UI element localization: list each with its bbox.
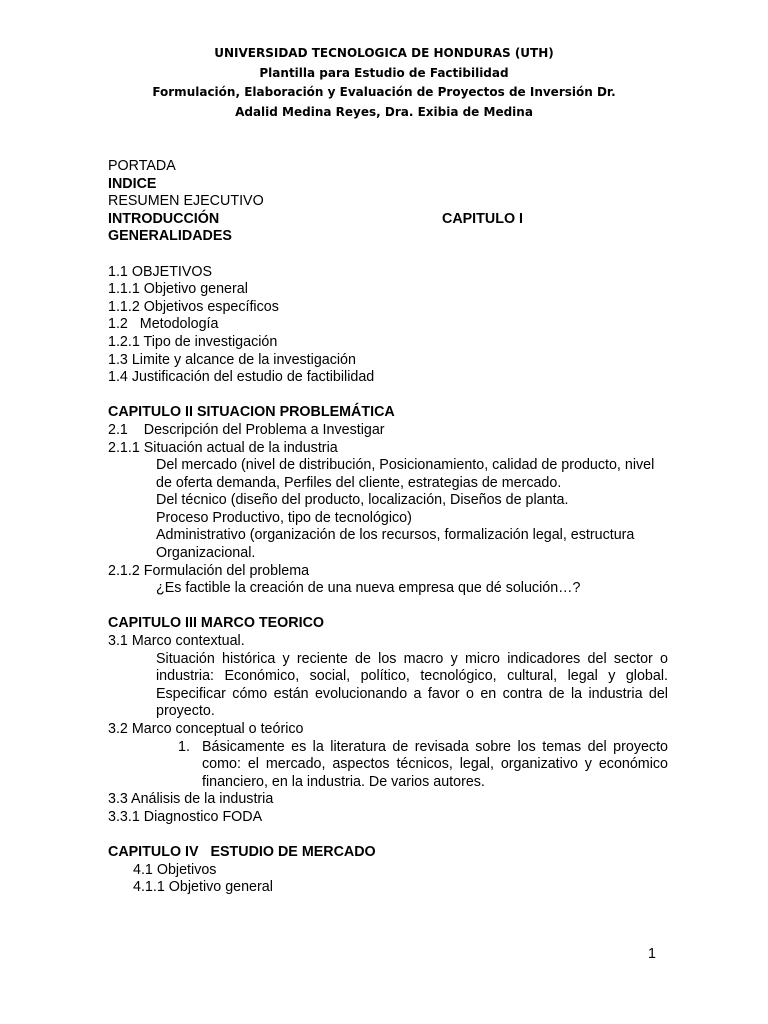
- page-number: 1: [648, 946, 656, 962]
- outline-item: 1.4 Justificación del estudio de factibilidad: [108, 369, 375, 386]
- portada-heading: PORTADA: [108, 158, 176, 174]
- outline-item: 2.1.2 Formulación del problema: [108, 562, 310, 579]
- outline-item: 3.3 Análisis de la industria: [108, 791, 274, 808]
- numbered-list-item: [108, 739, 668, 792]
- tecnico-description: Del técnico (diseño del producto, localización, Diseños de planta.: [156, 492, 569, 509]
- document-header: [0, 44, 768, 122]
- capitulo-4-heading: CAPITULO IV ESTUDIO DE MERCADO: [108, 844, 376, 861]
- outline-item: 4.1 Objetivos: [133, 861, 217, 878]
- header-authors: Adalid Medina Reyes, Dra. Exibia de Medina: [235, 104, 533, 119]
- capitulo-1-heading: CAPITULO I: [442, 210, 524, 227]
- resumen-heading: RESUMEN EJECUTIVO: [108, 193, 264, 210]
- problem-question: ¿Es factible la creación de una nueva empresa que dé solución…?: [156, 580, 581, 597]
- outline-item: 4.1.1 Objetivo general: [133, 879, 273, 896]
- outline-item: 3.2 Marco conceptual o teórico: [108, 721, 304, 737]
- outline-item: 1.2 Metodología: [108, 316, 219, 333]
- outline-item: 1.2.1 Tipo de investigación: [108, 333, 278, 350]
- outline-item: 1.1.2 Objetivos específicos: [108, 298, 279, 315]
- document-body: [108, 158, 668, 897]
- outline-item: 3.1 Marco contextual.: [108, 633, 245, 650]
- header-university: UNIVERSIDAD TECNOLOGICA DE HONDURAS (UTH): [214, 46, 554, 60]
- contextual-description: Situación histórica y reciente de los macro y micro indicadores del sector o industria: Económico, social, político, tecnológico, cultural, legal y global. Especificar cómo están evolucionando a favor o en contra de la industria del proyecto.: [156, 650, 668, 720]
- introduccion-heading: INTRODUCCIÓN: [108, 210, 220, 227]
- capitulo-2-heading: CAPITULO II SITUACION PROBLEMÁTICA: [108, 404, 395, 421]
- indice-heading: INDICE: [108, 175, 157, 192]
- intro-row: [108, 211, 668, 229]
- outline-item: 3.3.1 Diagnostico FODA: [108, 808, 263, 825]
- outline-item: 1.1 OBJETIVOS: [108, 263, 213, 280]
- header-course: Formulación, Elaboración y Evaluación de Proyectos de Inversión Dr.: [152, 85, 616, 99]
- outline-item: 2.1 Descripción del Problema a Investigar: [108, 421, 385, 438]
- outline-item: 1.3 Limite y alcance de la investigación: [108, 351, 356, 368]
- administrativo-description: Administrativo (organización de los recursos, formalización legal, estructura Organizacional.: [156, 527, 635, 562]
- list-number: 1.: [178, 738, 190, 755]
- generalidades-heading: GENERALIDADES: [108, 228, 232, 245]
- proceso-description: Proceso Productivo, tipo de tecnológico): [156, 509, 412, 526]
- list-text: Básicamente es la literatura de revisada sobre los temas del proyecto como: el mercado, aspectos técnicos, legal, organizativo y económico financiero, en la industria. De varios autores.: [202, 738, 668, 790]
- outline-item: 2.1.1 Situación actual de la industria: [108, 439, 338, 456]
- capitulo-3-heading: CAPITULO III MARCO TEORICO: [108, 615, 325, 632]
- header-template-title: Plantilla para Estudio de Factibilidad: [259, 65, 509, 80]
- mercado-description: Del mercado (nivel de distribución, Posicionamiento, calidad de producto, nivel de oferta demanda, Perfiles del cliente, estrategias de mercado.: [156, 457, 655, 491]
- outline-item: 1.1.1 Objetivo general: [108, 281, 248, 298]
